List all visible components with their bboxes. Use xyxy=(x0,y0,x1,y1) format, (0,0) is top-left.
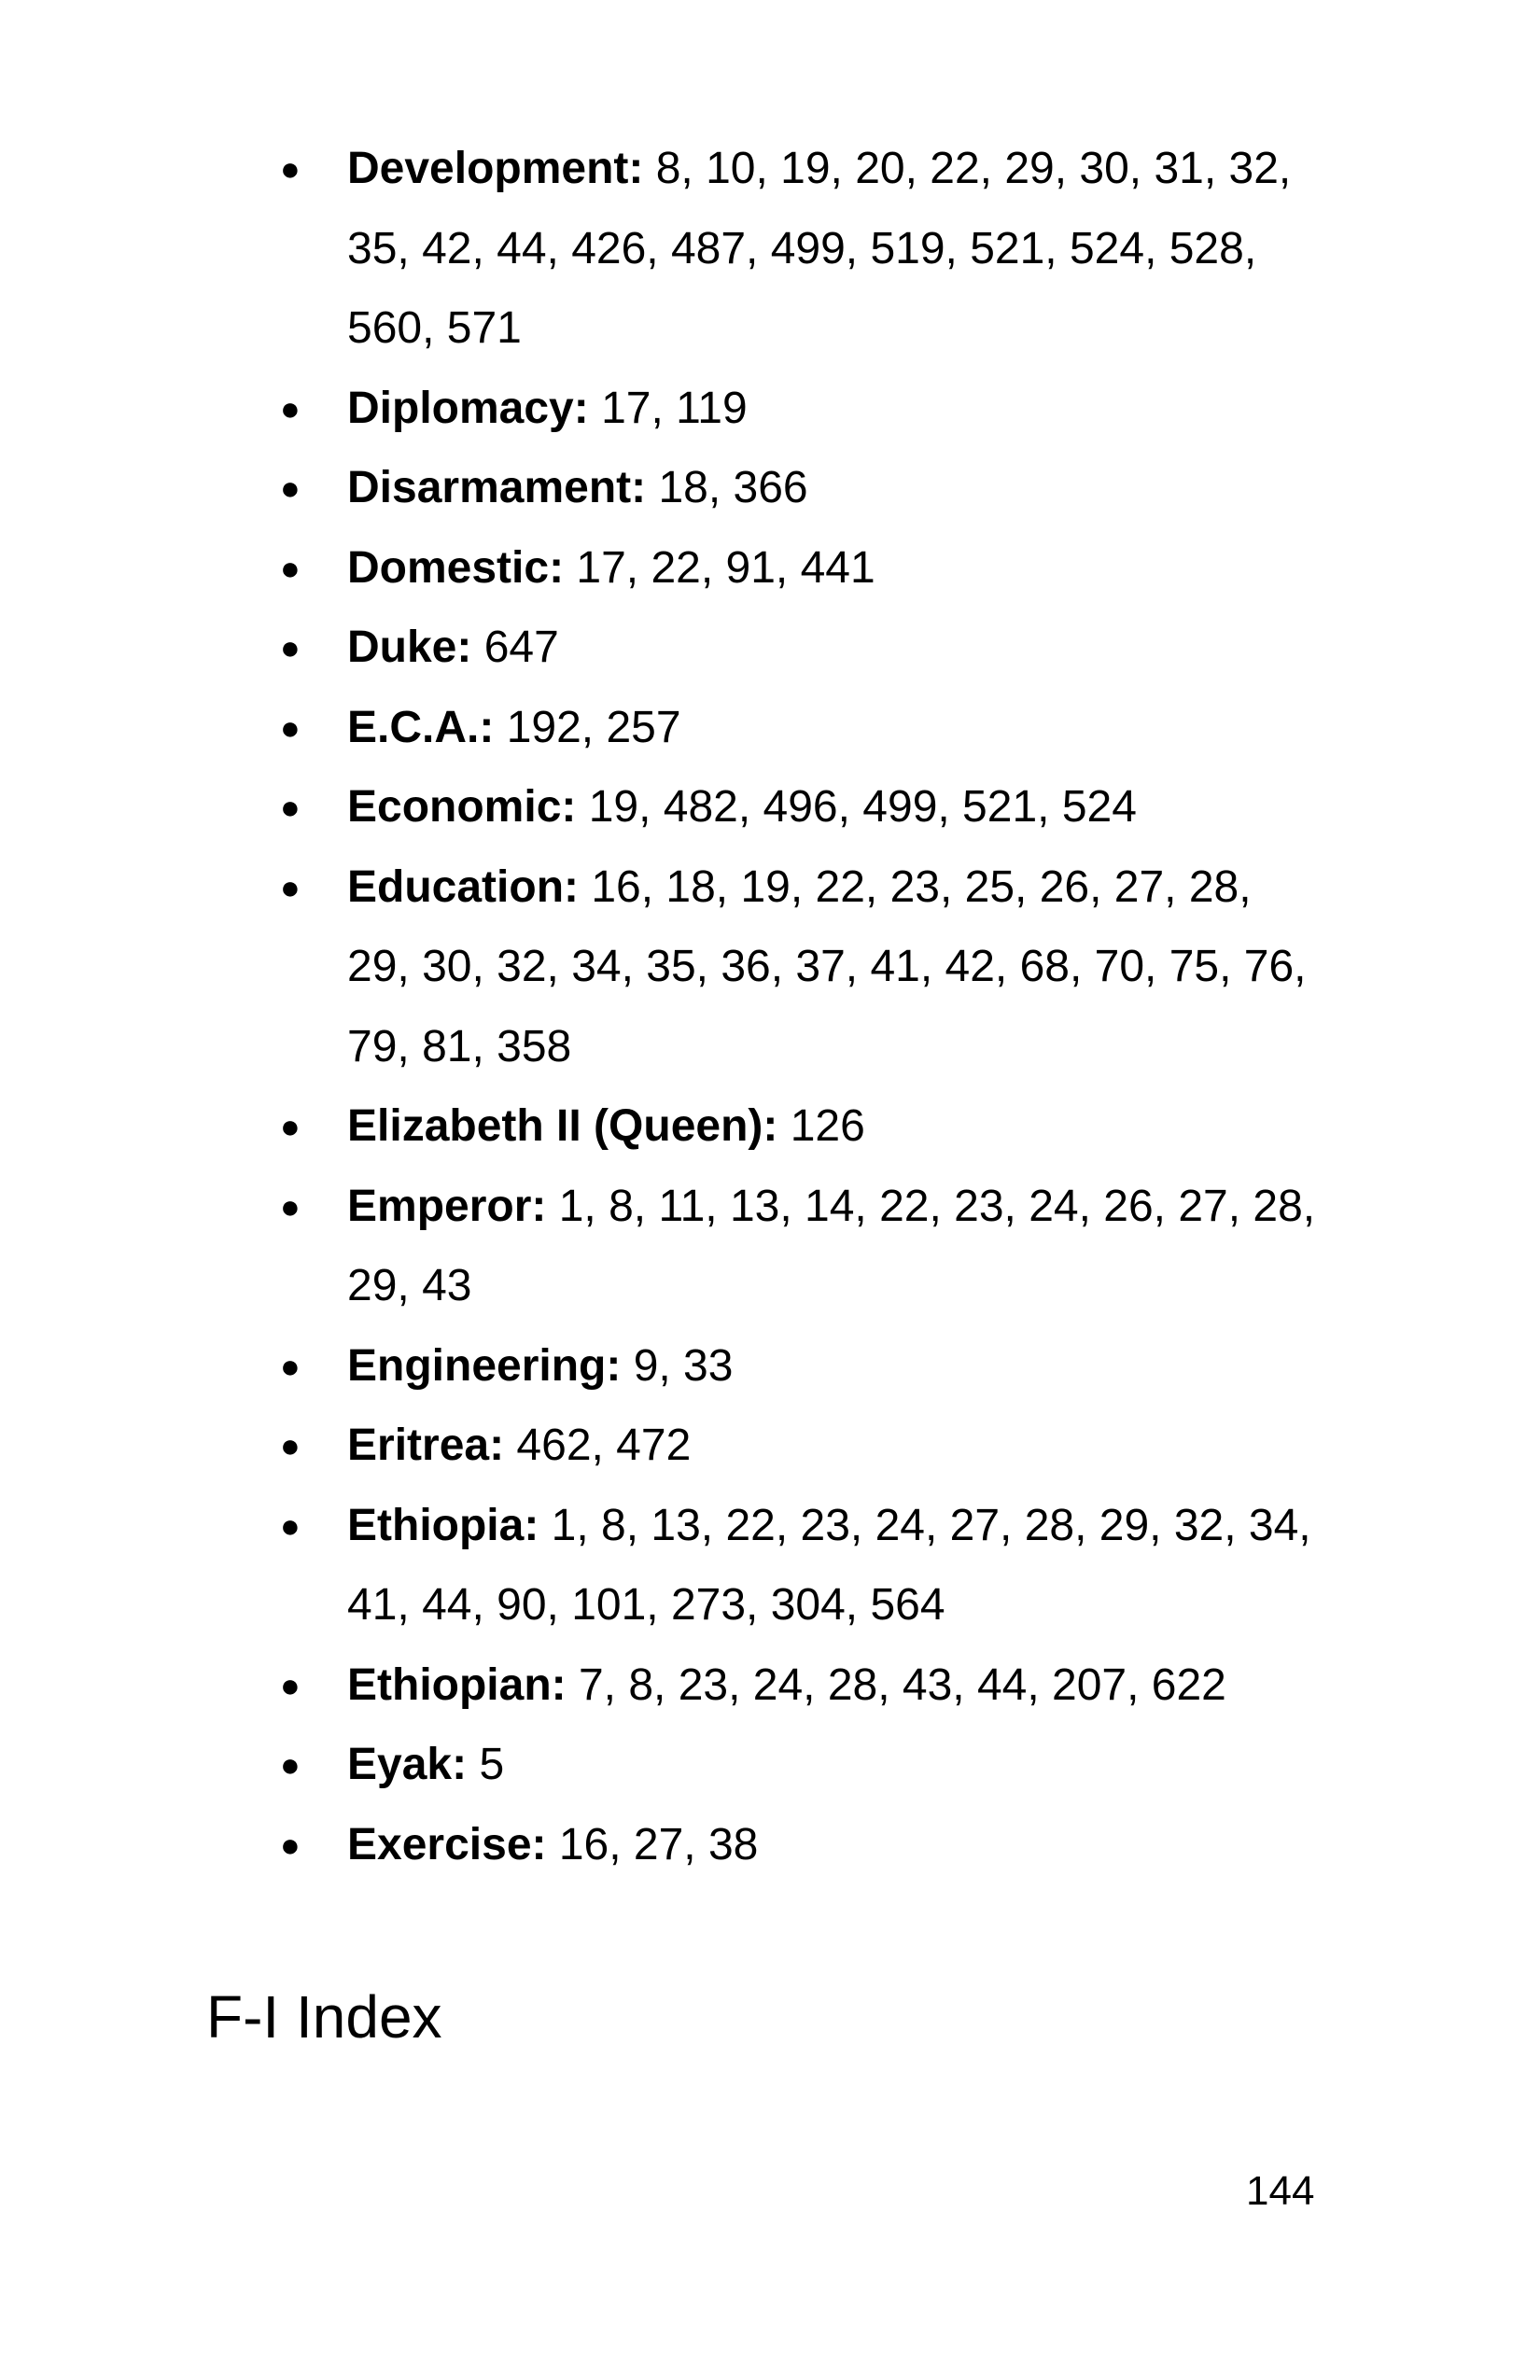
bullet-icon: ● xyxy=(280,1107,301,1145)
index-pages: 16, 27, 38 xyxy=(558,1819,759,1869)
index-term: Domestic: xyxy=(347,542,565,593)
index-entry xyxy=(280,1326,1325,1407)
index-entry xyxy=(280,129,1325,369)
index-term: Ethiopian: xyxy=(347,1659,567,1710)
index-entry xyxy=(280,448,1325,528)
index-list xyxy=(280,129,1325,1884)
index-pages: 647 xyxy=(483,623,559,672)
bullet-icon: ● xyxy=(280,548,301,587)
index-term: Eritrea: xyxy=(347,1421,505,1470)
bullet-icon: ● xyxy=(280,1825,301,1864)
bullet-icon: ● xyxy=(280,788,301,826)
index-entry xyxy=(280,1725,1325,1805)
index-pages: 19, 482, 496, 499, 521, 524 xyxy=(588,782,1137,832)
bullet-icon: ● xyxy=(280,1665,301,1704)
index-pages: 462, 472 xyxy=(516,1421,692,1470)
index-term: Ethiopia: xyxy=(347,1500,539,1550)
index-entry xyxy=(280,1645,1325,1726)
index-term: Engineering: xyxy=(347,1340,622,1391)
bullet-icon: ● xyxy=(280,1426,301,1464)
index-term: E.C.A.: xyxy=(347,702,495,752)
bullet-icon: ● xyxy=(280,1505,301,1545)
page-number: 144 xyxy=(1246,2168,1315,2214)
index-entry xyxy=(280,688,1325,768)
bullet-icon: ● xyxy=(280,1346,301,1385)
bullet-icon: ● xyxy=(280,1186,301,1225)
index-pages: 17, 22, 91, 441 xyxy=(576,542,875,593)
index-term: Disarmament: xyxy=(347,463,647,512)
index-pages: 7, 8, 23, 24, 28, 43, 44, 207, 622 xyxy=(578,1659,1226,1710)
index-pages: 5 xyxy=(479,1740,505,1789)
index-pages: 17, 119 xyxy=(601,383,748,433)
bullet-icon: ● xyxy=(280,388,301,427)
index-pages: 18, 366 xyxy=(658,463,808,512)
index-term: Development: xyxy=(347,144,644,193)
index-entry xyxy=(280,1406,1325,1486)
index-term: Duke: xyxy=(347,623,472,672)
index-term: Emperor: xyxy=(347,1181,547,1231)
index-term: Education: xyxy=(347,861,579,912)
index-entry xyxy=(280,1805,1325,1885)
index-entry xyxy=(280,767,1325,847)
bullet-icon: ● xyxy=(280,149,301,188)
index-term: Economic: xyxy=(347,782,577,832)
bullet-icon: ● xyxy=(280,628,301,666)
index-term: Elizabeth II (Queen): xyxy=(347,1101,778,1151)
section-heading: F-I Index xyxy=(206,1983,442,2051)
index-pages: 16, 18, 19, 22, 23, 25, 26, 27, 28, 29, 30, 32, 34, 35, 36, 37, 41, 42, 68, 70, 75, 76, 79, 81, 358 xyxy=(347,861,1307,1071)
index-pages: 126 xyxy=(790,1101,865,1151)
index-term: Diplomacy: xyxy=(347,383,589,433)
bullet-icon: ● xyxy=(280,867,301,906)
index-entry xyxy=(280,847,1325,1087)
index-entry xyxy=(280,1086,1325,1167)
index-pages: 8, 10, 19, 20, 22, 29, 30, 31, 32, 35, 42, 44, 426, 487, 499, 519, 521, 524, 528, 560, 571 xyxy=(347,144,1292,353)
index-pages: 1, 8, 11, 13, 14, 22, 23, 24, 26, 27, 28, 29, 43 xyxy=(347,1181,1316,1310)
index-entry xyxy=(280,528,1325,609)
index-pages: 1, 8, 13, 22, 23, 24, 27, 28, 29, 32, 34, 41, 44, 90, 101, 273, 304, 564 xyxy=(347,1500,1311,1630)
index-entry xyxy=(280,608,1325,688)
index-entry xyxy=(280,369,1325,449)
bullet-icon: ● xyxy=(280,707,301,747)
index-term: Eyak: xyxy=(347,1740,468,1789)
index-entry xyxy=(280,1486,1325,1645)
index-entry xyxy=(280,1167,1325,1326)
index-pages: 9, 33 xyxy=(633,1340,734,1391)
index-pages: 192, 257 xyxy=(506,702,681,752)
index-term: Exercise: xyxy=(347,1819,547,1869)
bullet-icon: ● xyxy=(280,469,301,507)
bullet-icon: ● xyxy=(280,1745,301,1784)
